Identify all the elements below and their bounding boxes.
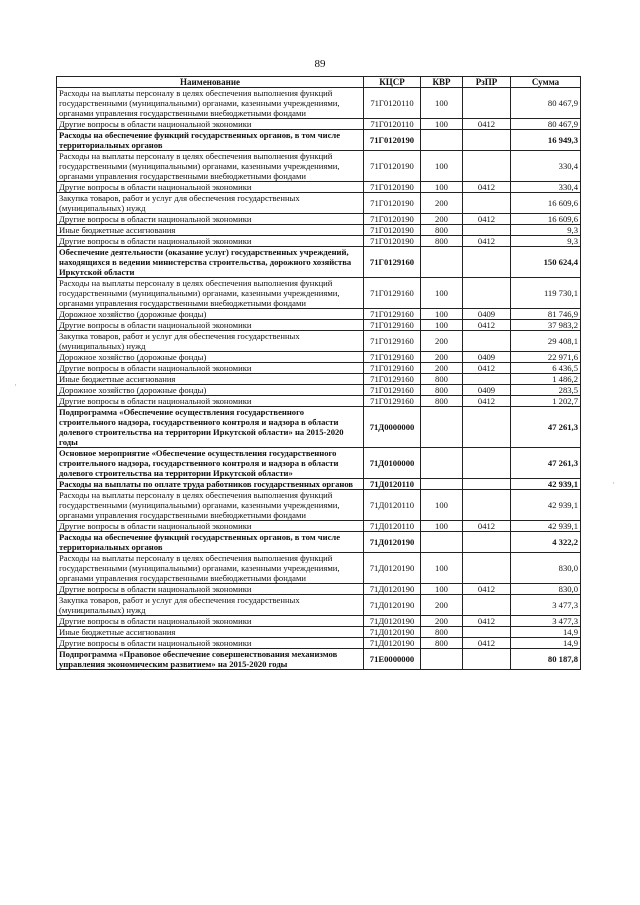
cell-name: Расходы на выплаты персоналу в целях обеспечения выполнения функций государственными (муниципальными) органами, казенными учреждениями, органами управления государственными внебюджетными фондами (57, 278, 364, 309)
cell-code: 71Г0120110 (364, 119, 421, 130)
cell-section (463, 193, 511, 214)
table-row (57, 182, 581, 193)
table-row (57, 130, 581, 151)
table-row (57, 553, 581, 584)
cell-code: 71Д0120190 (364, 595, 421, 616)
cell-name: Расходы на выплаты персоналу в целях обеспечения выполнения функций государственными (муниципальными) органами, казенными учреждениями, органами управления государственными внебюджетными фондами (57, 88, 364, 119)
cell-name: Иные бюджетные ассигнования (57, 225, 364, 236)
header-code: КЦСР (364, 77, 421, 88)
cell-type: 100 (421, 278, 463, 309)
cell-section: 0412 (463, 119, 511, 130)
cell-sum: 14,9 (511, 627, 581, 638)
cell-name: Иные бюджетные ассигнования (57, 627, 364, 638)
scan-mark: · (14, 380, 17, 390)
cell-code: 71Г0129160 (364, 278, 421, 309)
cell-type (421, 130, 463, 151)
cell-name: Другие вопросы в области национальной экономики (57, 214, 364, 225)
cell-name: Другие вопросы в области национальной экономики (57, 584, 364, 595)
cell-type: 100 (421, 309, 463, 320)
cell-name: Расходы на выплаты персоналу в целях обеспечения выполнения функций государственными (муниципальными) органами, казенными учреждениями, органами управления государственными внебюджетными фондами (57, 490, 364, 521)
cell-type: 100 (421, 119, 463, 130)
cell-type: 200 (421, 595, 463, 616)
cell-section: 0409 (463, 352, 511, 363)
cell-section (463, 490, 511, 521)
cell-name: Основное мероприятие «Обеспечение осуществления государственного строительного надзора, государственного контроля и надзора в области долевого строительства на территории Иркутской области» (57, 448, 364, 479)
cell-type: 100 (421, 320, 463, 331)
cell-code: 71Г0129160 (364, 396, 421, 407)
cell-code: 71Д0100000 (364, 448, 421, 479)
cell-name: Другие вопросы в области национальной экономики (57, 236, 364, 247)
cell-section (463, 151, 511, 182)
cell-name: Расходы на обеспечение функций государственных органов, в том числе территориальных органов (57, 130, 364, 151)
table-row (57, 448, 581, 479)
cell-code: 71Г0120190 (364, 236, 421, 247)
cell-sum: 330,4 (511, 182, 581, 193)
table-row (57, 479, 581, 490)
cell-type: 100 (421, 584, 463, 595)
cell-name: Расходы на выплаты персоналу в целях обеспечения выполнения функций государственными (муниципальными) органами, казенными учреждениями, органами управления государственными внебюджетными фондами (57, 151, 364, 182)
cell-section (463, 225, 511, 236)
cell-section (463, 448, 511, 479)
cell-code: 71Г0120190 (364, 193, 421, 214)
cell-section (463, 331, 511, 352)
cell-type: 100 (421, 553, 463, 584)
cell-code: 71Д0000000 (364, 407, 421, 448)
cell-code: 71Г0129160 (364, 352, 421, 363)
page-number: 89 (314, 58, 326, 70)
cell-type (421, 448, 463, 479)
table-row (57, 584, 581, 595)
cell-section: 0412 (463, 320, 511, 331)
table-row (57, 363, 581, 374)
cell-type: 100 (421, 490, 463, 521)
cell-sum: 16 949,3 (511, 130, 581, 151)
cell-sum: 1 486,2 (511, 374, 581, 385)
cell-type: 200 (421, 331, 463, 352)
cell-code: 71Д0120110 (364, 521, 421, 532)
table-row (57, 490, 581, 521)
cell-name: Другие вопросы в области национальной экономики (57, 320, 364, 331)
cell-sum: 3 477,3 (511, 616, 581, 627)
cell-name: Иные бюджетные ассигнования (57, 374, 364, 385)
cell-section: 0409 (463, 385, 511, 396)
cell-code: 71Е0000000 (364, 649, 421, 670)
table-row (57, 88, 581, 119)
cell-section: 0412 (463, 182, 511, 193)
cell-section: 0412 (463, 214, 511, 225)
cell-section: 0412 (463, 396, 511, 407)
cell-section (463, 407, 511, 448)
cell-sum: 37 983,2 (511, 320, 581, 331)
table-row (57, 521, 581, 532)
cell-section: 0412 (463, 616, 511, 627)
table-row (57, 407, 581, 448)
table-row (57, 649, 581, 670)
cell-type (421, 407, 463, 448)
cell-section (463, 247, 511, 278)
cell-code: 71Д0120190 (364, 638, 421, 649)
table-row (57, 616, 581, 627)
cell-code: 71Г0129160 (364, 363, 421, 374)
cell-sum: 4 322,2 (511, 532, 581, 553)
table-row (57, 320, 581, 331)
table-row (57, 385, 581, 396)
cell-name: Подпрограмма «Обеспечение осуществления государственного строительного надзора, государственного контроля и надзора в области долевого строительства на территории Иркутской области» на 2015-2020 годы (57, 407, 364, 448)
cell-section (463, 88, 511, 119)
cell-sum: 6 436,5 (511, 363, 581, 374)
cell-type (421, 247, 463, 278)
cell-type: 200 (421, 193, 463, 214)
cell-code: 71Д0120190 (364, 553, 421, 584)
cell-code: 71Г0120190 (364, 151, 421, 182)
cell-name: Дорожное хозяйство (дорожные фонды) (57, 385, 364, 396)
cell-section: 0412 (463, 363, 511, 374)
cell-name: Закупка товаров, работ и услуг для обеспечения государственных (муниципальных) нужд (57, 595, 364, 616)
cell-sum: 330,4 (511, 151, 581, 182)
header-section: РзПР (463, 77, 511, 88)
cell-code: 71Д0120190 (364, 627, 421, 638)
cell-section (463, 479, 511, 490)
cell-code: 71Г0120190 (364, 214, 421, 225)
cell-sum: 14,9 (511, 638, 581, 649)
cell-sum: 47 261,3 (511, 407, 581, 448)
cell-sum: 42 939,1 (511, 479, 581, 490)
table-row (57, 532, 581, 553)
cell-name: Расходы на выплаты персоналу в целях обеспечения выполнения функций государственными (муниципальными) органами, казенными учреждениями, органами управления государственными внебюджетными фондами (57, 553, 364, 584)
table-header-row (57, 77, 581, 88)
cell-sum: 3 477,3 (511, 595, 581, 616)
table-row (57, 278, 581, 309)
table-row (57, 236, 581, 247)
table-row (57, 119, 581, 130)
cell-sum: 150 624,4 (511, 247, 581, 278)
cell-name: Закупка товаров, работ и услуг для обеспечения государственных (муниципальных) нужд (57, 193, 364, 214)
cell-sum: 9,3 (511, 236, 581, 247)
cell-code: 71Г0129160 (364, 247, 421, 278)
cell-name: Другие вопросы в области национальной экономики (57, 521, 364, 532)
cell-name: Другие вопросы в области национальной экономики (57, 182, 364, 193)
cell-sum: 9,3 (511, 225, 581, 236)
cell-type: 800 (421, 638, 463, 649)
cell-section: 0412 (463, 638, 511, 649)
cell-code: 71Д0120190 (364, 616, 421, 627)
scan-mark: · (612, 478, 615, 488)
cell-name: Подпрограмма «Правовое обеспечение совершенствования механизмов управления экономическим развитием» на 2015-2020 годы (57, 649, 364, 670)
cell-section: 0412 (463, 236, 511, 247)
table-row (57, 225, 581, 236)
cell-code: 71Г0120190 (364, 182, 421, 193)
cell-code: 71Г0120190 (364, 130, 421, 151)
table-row (57, 627, 581, 638)
header-sum: Сумма (511, 77, 581, 88)
cell-type: 800 (421, 374, 463, 385)
cell-code: 71Д0120190 (364, 532, 421, 553)
table-row (57, 396, 581, 407)
cell-section (463, 374, 511, 385)
table-row (57, 374, 581, 385)
cell-sum: 830,0 (511, 584, 581, 595)
cell-sum: 81 746,9 (511, 309, 581, 320)
cell-code: 71Г0129160 (364, 385, 421, 396)
cell-code: 71Г0129160 (364, 331, 421, 352)
table-row (57, 352, 581, 363)
cell-name: Расходы на выплаты по оплате труда работников государственных органов (57, 479, 364, 490)
cell-section (463, 595, 511, 616)
cell-type: 200 (421, 352, 463, 363)
cell-sum: 22 971,6 (511, 352, 581, 363)
cell-name: Другие вопросы в области национальной экономики (57, 616, 364, 627)
cell-sum: 47 261,3 (511, 448, 581, 479)
cell-code: 71Г0120190 (364, 225, 421, 236)
cell-sum: 16 609,6 (511, 193, 581, 214)
cell-name: Другие вопросы в области национальной экономики (57, 638, 364, 649)
cell-type: 800 (421, 225, 463, 236)
cell-type: 200 (421, 616, 463, 627)
cell-sum: 80 467,9 (511, 88, 581, 119)
cell-sum: 42 939,1 (511, 521, 581, 532)
cell-sum: 830,0 (511, 553, 581, 584)
cell-name: Закупка товаров, работ и услуг для обеспечения государственных (муниципальных) нужд (57, 331, 364, 352)
cell-section (463, 278, 511, 309)
table-row (57, 214, 581, 225)
cell-sum: 119 730,1 (511, 278, 581, 309)
table-row (57, 309, 581, 320)
cell-type: 800 (421, 385, 463, 396)
cell-sum: 80 467,9 (511, 119, 581, 130)
table-row (57, 151, 581, 182)
table-row (57, 331, 581, 352)
cell-name: Дорожное хозяйство (дорожные фонды) (57, 309, 364, 320)
cell-section (463, 532, 511, 553)
budget-table (56, 76, 581, 670)
cell-section: 0409 (463, 309, 511, 320)
cell-code: 71Г0120110 (364, 88, 421, 119)
cell-section: 0412 (463, 584, 511, 595)
cell-sum: 80 187,8 (511, 649, 581, 670)
cell-type: 100 (421, 88, 463, 119)
cell-section: 0412 (463, 521, 511, 532)
cell-name: Другие вопросы в области национальной экономики (57, 396, 364, 407)
cell-type (421, 649, 463, 670)
header-type: КВР (421, 77, 463, 88)
cell-name: Обеспечение деятельности (оказание услуг) государственных учреждений, находящихся в ведении министерства строительства, дорожного хозяйства Иркутской области (57, 247, 364, 278)
cell-code: 71Д0120110 (364, 479, 421, 490)
cell-sum: 283,5 (511, 385, 581, 396)
cell-type: 800 (421, 627, 463, 638)
cell-sum: 1 202,7 (511, 396, 581, 407)
cell-type (421, 532, 463, 553)
table-row (57, 638, 581, 649)
cell-name: Расходы на обеспечение функций государственных органов, в том числе территориальных органов (57, 532, 364, 553)
cell-name: Другие вопросы в области национальной экономики (57, 363, 364, 374)
cell-section (463, 130, 511, 151)
table-row (57, 247, 581, 278)
cell-code: 71Г0129160 (364, 374, 421, 385)
cell-code: 71Г0129160 (364, 309, 421, 320)
cell-type: 100 (421, 182, 463, 193)
cell-code: 71Г0129160 (364, 320, 421, 331)
cell-section (463, 627, 511, 638)
header-name: Наименование (57, 77, 364, 88)
cell-sum: 16 609,6 (511, 214, 581, 225)
cell-section (463, 553, 511, 584)
cell-type: 100 (421, 151, 463, 182)
cell-name: Другие вопросы в области национальной экономики (57, 119, 364, 130)
cell-name: Дорожное хозяйство (дорожные фонды) (57, 352, 364, 363)
cell-sum: 29 408,1 (511, 331, 581, 352)
cell-type (421, 479, 463, 490)
cell-type: 800 (421, 396, 463, 407)
cell-code: 71Д0120190 (364, 584, 421, 595)
table-row (57, 595, 581, 616)
cell-section (463, 649, 511, 670)
cell-type: 100 (421, 521, 463, 532)
cell-type: 200 (421, 363, 463, 374)
cell-code: 71Д0120110 (364, 490, 421, 521)
cell-sum: 42 939,1 (511, 490, 581, 521)
cell-type: 200 (421, 214, 463, 225)
table-row (57, 193, 581, 214)
cell-type: 800 (421, 236, 463, 247)
